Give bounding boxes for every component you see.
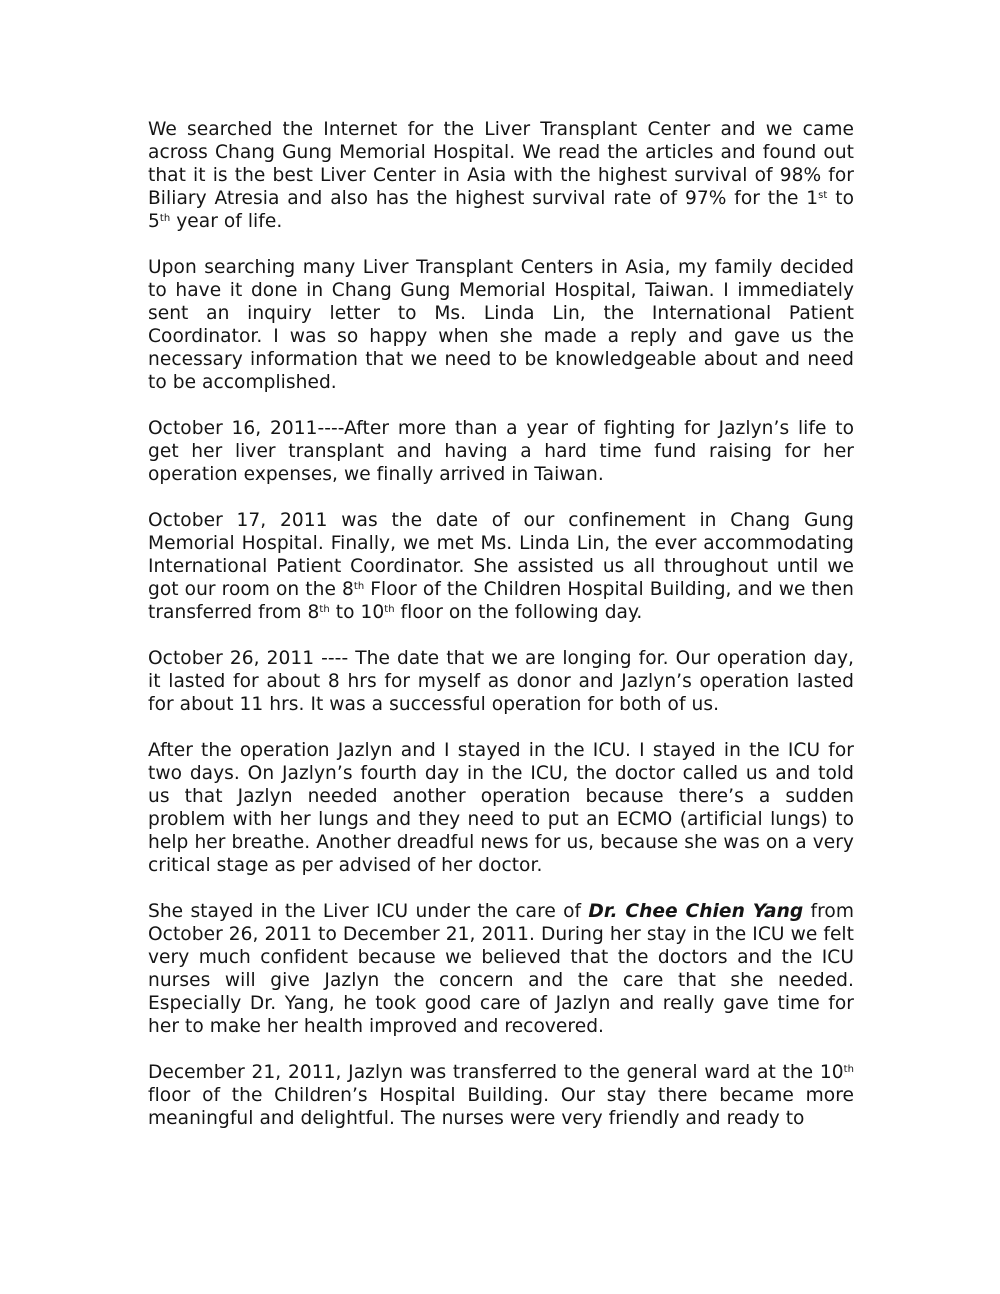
superscript: th — [319, 604, 330, 615]
text-run: Upon searching many Liver Transplant Centers in Asia, my family decided to have it done in Chang Gung Memorial Hospital, Taiwan. I immediately sent an inquiry letter to Ms. Linda Lin, the International Patient Coordinator. I was so happy when she made a reply and gave us the necessary information that we need to be knowledgeable about and need to be accomplished. — [148, 257, 854, 393]
superscript: th — [159, 213, 171, 224]
text-run: October 17, 2011 was the date of our confinement in Chang Gung Memorial Hospital. Finally, we met Ms. Linda Lin, the ever accommodating International Patient Coordinator. She assisted us all throughout until we got our room on the 8 — [148, 510, 854, 600]
text-run: She stayed in the Liver ICU under the care of — [148, 901, 589, 922]
paragraph-october-16 — [148, 417, 854, 486]
paragraph-december-21 — [148, 1061, 854, 1130]
text-run: from October 26, 2011 to December 21, 2011. During her stay in the ICU we felt very much confident because we believed that the doctors and the ICU nurses will give Jazlyn the concern and the care that she needed. Especially Dr. Yang, he took good care of Jazlyn and really gave time for her to make her health improved and recovered. — [148, 901, 854, 1037]
text-run: to 10 — [329, 602, 385, 623]
superscript: th — [384, 604, 395, 615]
superscript: th — [843, 1064, 854, 1075]
text-run: December 21, 2011, Jazlyn was transferred to the general ward at the 10 — [148, 1062, 844, 1083]
text-run: floor on the following day. — [394, 602, 643, 623]
paragraph-october-26 — [148, 647, 854, 716]
text-run: to 5 — [148, 188, 854, 232]
superscript: st — [818, 190, 828, 201]
paragraph-october-17 — [148, 509, 854, 624]
text-run: year of life. — [170, 211, 283, 232]
text-run: October 16, 2011----After more than a year of fighting for Jazlyn’s life to get her liver transplant and having a hard time fund raising for her operation expenses, we finally arrived in Taiwan. — [148, 418, 854, 485]
doctor-name: Dr. Chee Chien Yang — [588, 901, 804, 922]
paragraph-icu-stay — [148, 739, 854, 877]
paragraph-family-decision — [148, 256, 854, 394]
text-run: We searched the Internet for the Liver Transplant Center and we came across Chang Gung Memorial Hospital. We read the articles and found out that it is the best Liver Center in Asia with the highest survival of 98% for Biliary Atresia and also has the highest survival rate of 97% for the 1 — [148, 119, 854, 209]
paragraph-search-internet — [148, 118, 854, 233]
paragraph-liver-icu — [148, 900, 854, 1038]
superscript: th — [353, 581, 365, 592]
text-run: Floor of the Children Hospital Building, and we then transferred from 8 — [148, 579, 855, 623]
text-run: floor of the Children’s Hospital Building. Our stay there became more meaningful and delightful. The nurses were very friendly and ready to — [148, 1085, 854, 1129]
document-page — [148, 118, 854, 1153]
text-run: After the operation Jazlyn and I stayed in the ICU. I stayed in the ICU for two days. On Jazlyn’s fourth day in the ICU, the doctor called us and told us that Jazlyn needed another operation because there’s a sudden problem with her lungs and they need to put an ECMO (artificial lungs) to help her breathe. Another dreadful news for us, because she was on a very critical stage as per advised of her doctor. — [148, 740, 854, 876]
text-run: October 26, 2011 ---- The date that we are longing for. Our operation day, it lasted for about 8 hrs for myself as donor and Jazlyn’s operation lasted for about 11 hrs. It was a successful operation for both of us. — [148, 648, 854, 715]
